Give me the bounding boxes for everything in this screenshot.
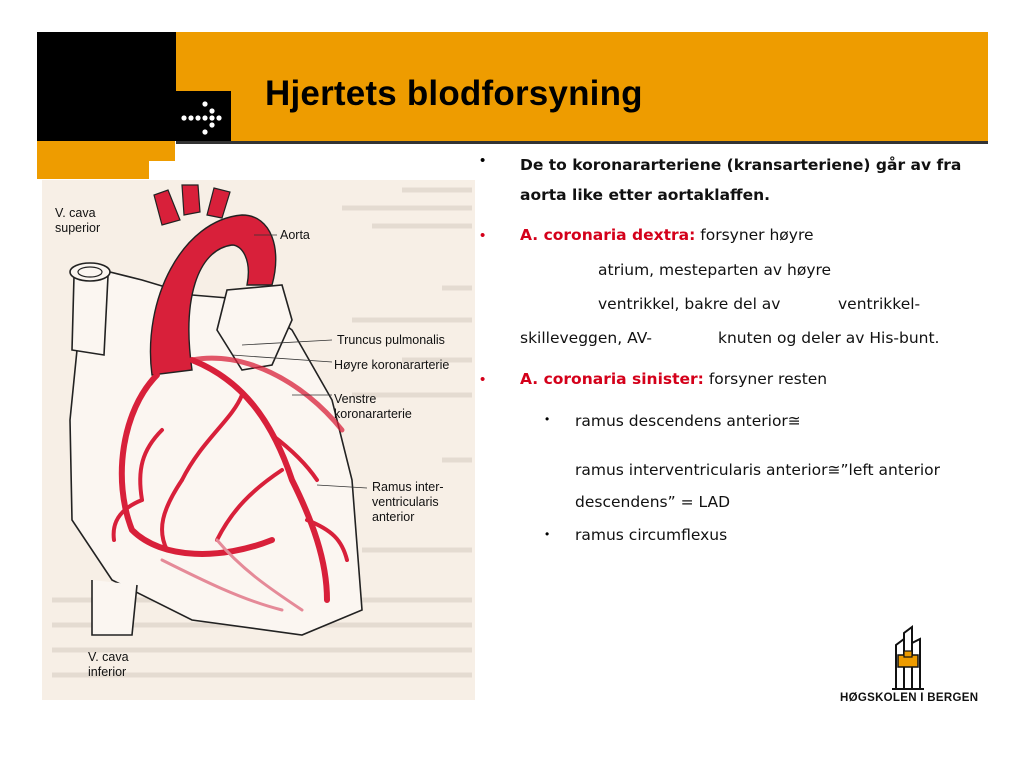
bullet-2-line-3a: ventrikkel, bakre del av: [598, 295, 781, 313]
bullet-2-head: A. coronaria dextra:: [520, 226, 696, 244]
sub-bullet-1: ramus descendens anterior≅: [575, 412, 801, 430]
header-orange-band-2: [37, 141, 149, 179]
hib-logo-icon: [890, 625, 926, 691]
heart-illustration: [42, 180, 475, 700]
bullet-3-rest: forsyner resten: [708, 370, 828, 388]
heart-figure: [42, 180, 475, 700]
sub-bullet-1-cont: ramus interventricularis anterior≅”left anterior descendens” = LAD: [575, 461, 941, 511]
bullet-2-line-1: [520, 226, 814, 245]
label-hoyre-koronararterie: Høyre koronararterie: [334, 358, 450, 372]
header-shadow: [176, 141, 988, 144]
bullet-dot: •: [480, 152, 486, 169]
sub-bullet-dot: •: [545, 527, 550, 541]
slide-title: Hjertets blodforsyning: [265, 74, 643, 113]
bullet-2-line-3b: ventrikkel-: [838, 295, 921, 313]
header-orange-square: [180, 36, 228, 90]
bullet-2-rest: forsyner høyre: [700, 226, 814, 244]
bullet-2-line-4b: knuten og deler av His-bunt.: [718, 329, 940, 347]
label-v-cava-inferior: V. cava inferior: [88, 650, 129, 679]
bullet-dot: •: [480, 227, 486, 244]
bullet-3: [520, 370, 827, 389]
label-venstre-koronararterie: Venstre koronararterie: [334, 392, 412, 421]
logo-text: HØGSKOLEN I BERGEN: [840, 692, 979, 704]
header-black-block-lower: [37, 93, 180, 141]
label-v-cava-superior: V. cava superior: [55, 206, 101, 235]
bullet-2-line-2: atrium, mesteparten av høyre: [598, 261, 832, 279]
bullet-3-head: A. coronaria sinister:: [520, 370, 704, 388]
bullet-dot: •: [480, 371, 486, 388]
label-aorta: Aorta: [280, 228, 310, 242]
bullet-1-text: De to koronararteriene (kransarteriene) går av fra aorta like etter aortaklaffen.: [520, 156, 962, 204]
sub-bullet-2: ramus circumflexus: [575, 526, 728, 544]
header-black-block: [37, 32, 176, 93]
label-ramus-interventricularis: Ramus inter- ventricularis anterior: [372, 480, 444, 524]
arrow-dots-icon: [180, 100, 226, 136]
bullet-2-line-4a: skilleveggen, AV-: [520, 329, 653, 347]
label-truncus-pulmonalis: Truncus pulmonalis: [337, 333, 445, 347]
sub-bullet-dot: •: [545, 412, 550, 426]
